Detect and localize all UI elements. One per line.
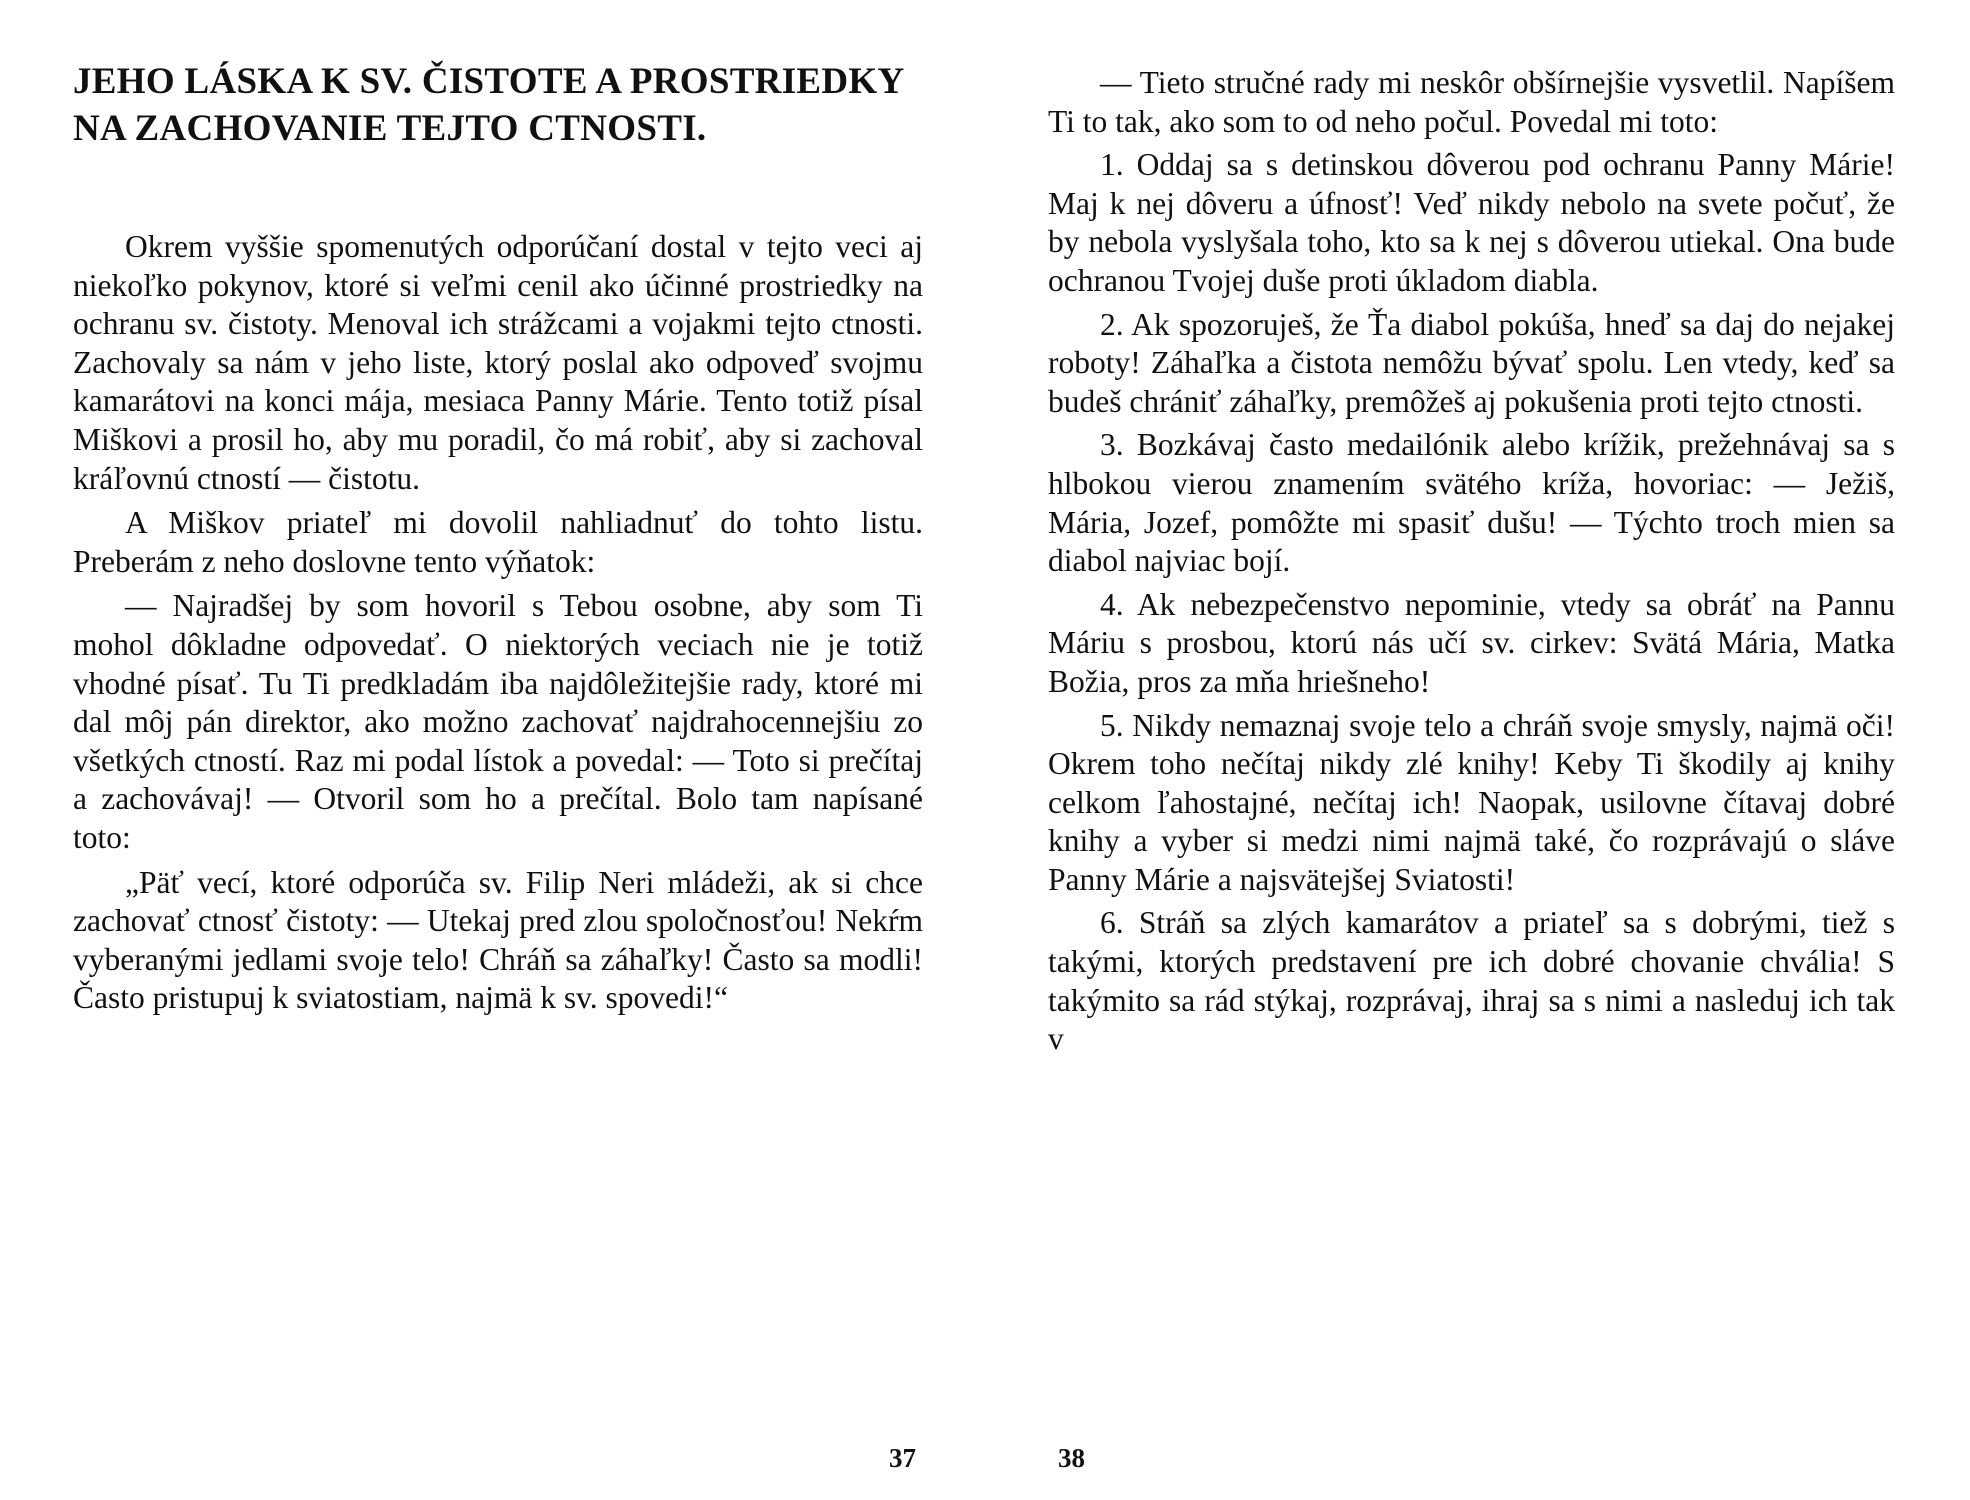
- right-page: [985, 0, 1970, 1500]
- paragraph: „Päť vecí, ktoré odporúča sv. Filip Neri mládeži, ak si chce zachovať ctnosť čistoty: — Utekaj pred zlou spoločnosťou! Nekŕm vyberanými jedlami svoje telo! Chráň sa záhaľky! Často sa modli! Často pristupuj k sviatostiam, najmä k sv. spovedi!“: [73, 864, 923, 1016]
- left-page-text: [73, 58, 923, 1024]
- paragraph: 2. Ak spozoruješ, že Ťa diabol pokúša, hneď sa daj do nejakej roboty! Záhaľka a čistota nemôžu bývať spolu. Len vtedy, keď sa budeš chrániť záhaľky, premôžeš aj pokušenia proti tejto ctnosti.: [1048, 306, 1895, 419]
- paragraph: 3. Bozkávaj často medailónik alebo krížik, prežehnávaj sa s hlbokou vierou znamením svätého kríža, hovoriac: — Ježiš, Mária, Jozef, pomôžte mi spasiť dušu! — Týchto troch mien sa diabol najviac bojí.: [1048, 427, 1895, 579]
- paragraph: A Miškov priateľ mi dovolil nahliadnuť do tohto listu. Preberám z neho doslovne tento výňatok:: [73, 505, 923, 579]
- paragraph: 1. Oddaj sa s detinskou dôverou pod ochranu Panny Márie! Maj k nej dôveru a úfnosť! Veď nikdy nebolo na svete počuť, že by nebola vyslyšala toho, kto sa k nej s dôverou utiekal. Ona bude ochranou Tvojej duše proti úkladom diabla.: [1048, 147, 1895, 298]
- paragraph: — Tieto stručné rady mi neskôr obšírnejšie vysvetlil. Napíšem Ti to tak, ako som to od neho počul. Povedal mi toto:: [1048, 65, 1895, 139]
- paragraph: 6. Stráň sa zlých kamarátov a priateľ sa s dobrými, tiež s takými, ktorých predstavení pre ich dobré chovanie chvália! S takýmito sa rád stýkaj, rozprávaj, ihraj sa s nimi a nasleduj ich tak v: [1048, 905, 1895, 1057]
- page-number: 38: [1058, 1443, 1085, 1473]
- paragraph: 5. Nikdy nemaznaj svoje telo a chráň svoje smysly, najmä oči! Okrem toho nečítaj nikdy zlé knihy! Keby Ti škodily aj knihy celkom ľahostajné, nečítaj ich! Naopak, usilovne čítavaj dobré knihy a vyber si medzi nimi najmä také, čo rozprávajú o sláve Panny Márie a najsvätejšej Sviatosti!: [1048, 707, 1895, 897]
- right-page-text: [1048, 64, 1895, 1064]
- paragraph: Okrem vyššie spomenutých odporúčaní dostal v tejto veci aj niekoľko pokynov, ktoré si veľmi cenil ako účinné prostriedky na ochranu sv. čistoty. Menoval ich strážcami a vojakmi tejto ctnosti. Zachovaly sa nám v jeho liste, ktorý poslal ako odpoveď svojmu kamarátovi na konci mája, mesiaca Panny Márie. Tento totiž písal Miškovi a prosil ho, aby mu poradil, čo má robiť, aby si zachoval kráľovnú ctností — čistotu.: [73, 229, 923, 496]
- paragraph: — Najradšej by som hovoril s Tebou osobne, aby som Ti mohol dôkladne odpovedať. O niektorých veciach nie je totiž vhodné písať. Tu Ti predkladám iba najdôležitejšie rady, ktoré mi dal môj pán direktor, ako možno zachovať najdrahocennejšiu zo všetkých ctností. Raz mi podal lístok a povedal: — Toto si prečítaj a zachovávaj! — Otvoril som ho a prečítal. Bolo tam napísané toto:: [73, 588, 923, 855]
- page-number: 37: [889, 1443, 916, 1473]
- paragraph: 4. Ak nebezpečenstvo nepominie, vtedy sa obráť na Pannu Máriu s prosbou, ktorú nás učí sv. cirkev: Svätá Mária, Matka Božia, pros za mňa hriešneho!: [1048, 586, 1895, 699]
- chapter-heading: JEHO LÁSKA K SV. ČISTOTE A PROSTRIEDKY NA ZACHOVANIE TEJTO CTNOSTI.: [73, 61, 904, 149]
